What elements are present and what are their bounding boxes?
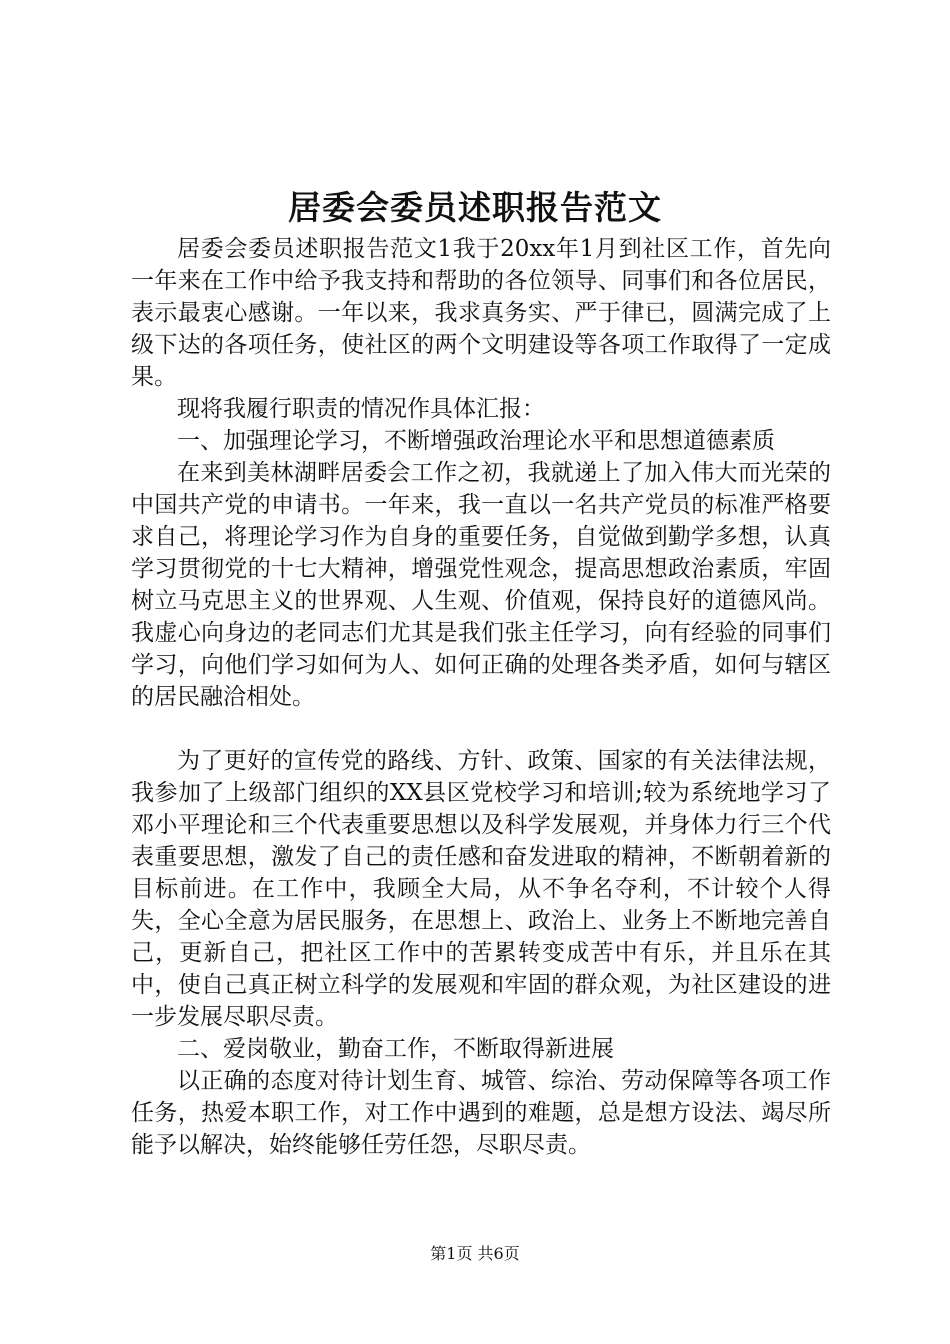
page-number-footer: 第1页 共6页: [430, 1244, 520, 1263]
section-heading-1: 一、加强理论学习，不断增强政治理论水平和思想道德素质: [177, 428, 775, 454]
document-body: [131, 233, 831, 1161]
paragraph-work-attitude: 以正确的态度对待计划生育、城管、综治、劳动保障等各项工作任务，热爱本职工作，对工作中遇到的难题，总是想方设法、竭尽所能予以解决，始终能够任劳任怨，尽职尽责。: [131, 1068, 831, 1158]
document-title: 居委会委员述职报告范文: [288, 188, 662, 227]
paragraph-report-lead: 现将我履行职责的情况作具体汇报：: [177, 396, 545, 422]
paragraph-intro: 居委会委员述职报告范文1我于20xx年1月到社区工作，首先向一年来在工作中给予我支持和帮助的各位领导、同事们和各位居民，表示最衷心感谢。一年以来，我求真务实、严于律已，圆满完成了上级下达的各项任务，使社区的两个文明建设等各项工作取得了一定成果。: [131, 236, 831, 390]
paragraph-party-training: 为了更好的宣传党的路线、方针、政策、国家的有关法律法规，我参加了上级部门组织的XX县区党校学习和培训;较为系统地学习了邓小平理论和三个代表重要思想以及科学发展观，并身体力行三个代表重要思想，激发了自己的责任感和奋发进取的精神，不断朝着新的目标前进。在工作中，我顾全大局，从不争名夺利，不计较个人得失，全心全意为居民服务，在思想上、政治上、业务上不断地完善自己，更新自己，把社区工作中的苦累转变成苦中有乐，并且乐在其中，使自己真正树立科学的发展观和牢固的群众观，为社区建设的进一步发展尽职尽责。: [131, 748, 831, 1030]
section-heading-2: 二、爱岗敬业，勤奋工作，不断取得新进展: [177, 1036, 614, 1062]
paragraph-theory-study: 在来到美林湖畔居委会工作之初，我就递上了加入伟大而光荣的中国共产党的申请书。一年来，我一直以一名共产党员的标准严格要求自己，将理论学习作为自身的重要任务，自觉做到勤学多想，认真学习贯彻党的十七大精神，增强党性观念，提高思想政治素质，牢固树立马克思主义的世界观、人生观、价值观，保持良好的道德风尚。我虚心向身边的老同志们尤其是我们张主任学习，向有经验的同事们学习，向他们学习如何为人、如何正确的处理各类矛盾，如何与辖区的居民融洽相处。: [131, 460, 831, 710]
